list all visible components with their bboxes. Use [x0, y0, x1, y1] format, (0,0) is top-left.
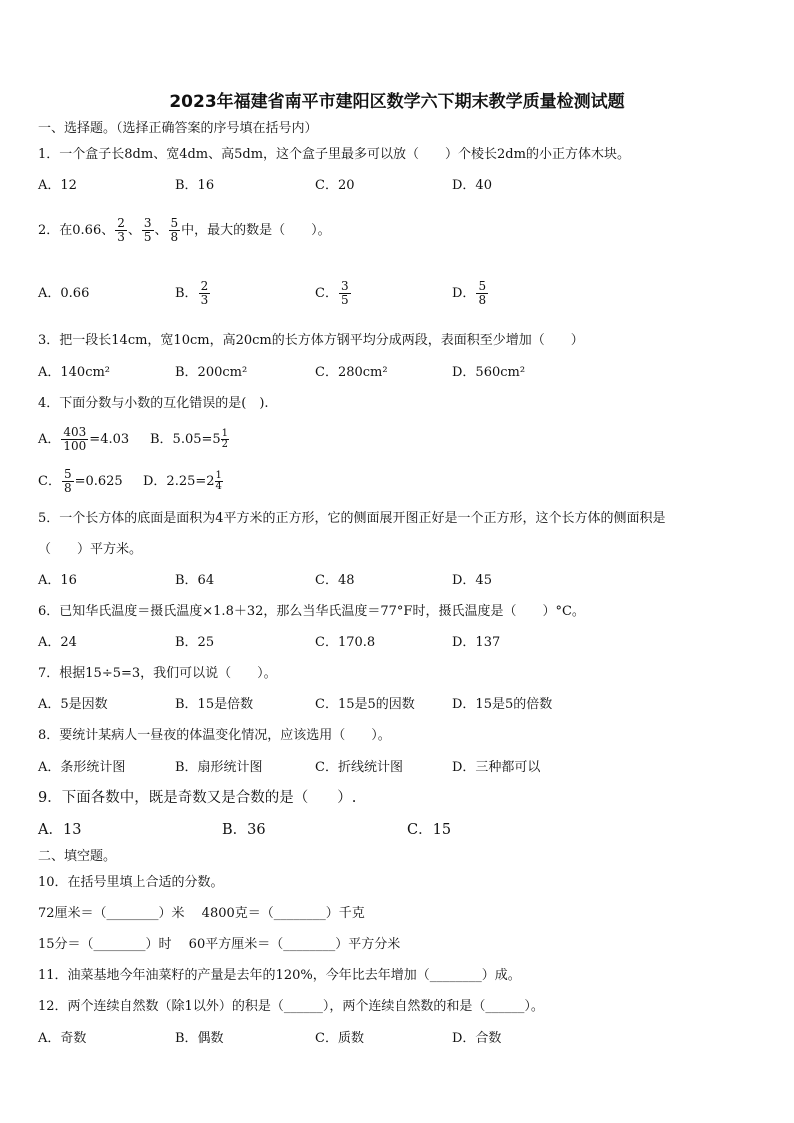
question-5-stem: 5．一个长方体的底面是面积为4平方米的正方形，它的侧面展开图正好是一个正方形，这个长方体的侧面积是: [38, 511, 666, 526]
question-8-stem: 8．要统计某病人一昼夜的体温变化情况，应该选用（ ）。: [38, 728, 391, 743]
q6-option-d: D．137: [452, 635, 501, 650]
denominator: 5: [143, 230, 152, 244]
q8-option-b: B．扇形统计图: [175, 760, 263, 775]
q6-option-a: A．24: [38, 635, 77, 650]
q4-option-d: [143, 465, 223, 499]
q12-option-d: D．合数: [452, 1031, 502, 1046]
option-label: B．: [175, 286, 198, 301]
numerator: 3: [143, 216, 152, 230]
q2-option-a: A．0.66: [38, 286, 90, 301]
option-label: C．: [315, 286, 338, 301]
denominator: 3: [200, 293, 209, 307]
question-10-row-2: 15分＝（________）时 60平方厘米＝（________）平方分米: [38, 937, 401, 952]
page-title: 2023年福建省南平市建阳区数学六下期末教学质量检测试题: [169, 92, 625, 112]
numerator: 5: [63, 467, 72, 481]
q9-option-a: A．13: [38, 822, 82, 838]
q4-option-a-rest: =4.03: [89, 432, 130, 447]
q1-option-a: A．12: [38, 178, 77, 193]
q7-option-d: D．15是5的倍数: [452, 697, 553, 712]
numerator: 2: [200, 279, 209, 293]
q1-option-b: B．16: [175, 178, 215, 193]
q5-option-b: B．64: [175, 573, 215, 588]
section-fill-heading: 二、填空题。: [38, 849, 117, 864]
denominator: 2: [221, 439, 229, 450]
denominator: 5: [340, 293, 349, 307]
q2-fraction-1: [115, 217, 127, 244]
q4-option-c: [38, 465, 123, 499]
q6-option-c: C．170.8: [315, 635, 376, 650]
q7-option-c: C．15是5的因数: [315, 697, 415, 712]
q8-option-c: C．折线统计图: [315, 760, 403, 775]
option-label: C．: [38, 474, 61, 489]
denominator: 3: [117, 230, 125, 244]
numerator: 2: [117, 216, 125, 230]
denominator: 8: [63, 481, 72, 495]
q4-option-b: [150, 423, 229, 457]
q5-option-c: C．48: [315, 573, 355, 588]
denominator: 100: [63, 439, 87, 453]
question-6-stem: 6．已知华氏温度＝摄氏温度×1.8＋32，那么当华氏温度＝77°F时，摄氏温度是（ ）°C。: [38, 604, 585, 619]
q12-option-b: B．偶数: [175, 1031, 224, 1046]
q1-option-c: C．20: [315, 178, 355, 193]
q2-suffix: 中，最大的数是（ ）。: [181, 223, 331, 238]
question-5-stem-continued: （ ）平方米。: [38, 542, 143, 557]
q3-option-d: D．560cm²: [452, 365, 526, 380]
numerator: 1: [215, 470, 222, 481]
q2-option-d: [452, 277, 489, 311]
q2-option-c-fraction: [339, 280, 351, 307]
q2-prefix: 2．在0.66、: [38, 223, 115, 238]
question-10-row-1: 72厘米＝（________）米 4800克＝（________）千克: [38, 906, 365, 921]
q4-option-d-text: D．2.25=2: [143, 474, 215, 489]
question-10-stem: 10．在括号里填上合适的分数。: [38, 875, 224, 890]
option-label: D．: [452, 286, 476, 301]
question-3-stem: 3．把一段长14cm，宽10cm，高20cm的长方体方钢平均分成两段，表面积至少增加（ ）: [38, 333, 584, 348]
question-7-stem: 7．根据15÷5=3，我们可以说（ ）。: [38, 666, 277, 681]
numerator: 5: [170, 216, 179, 230]
section-choice-heading: 一、选择题。（选择正确答案的序号填在括号内）: [38, 121, 318, 136]
q2-option-c: [315, 277, 352, 311]
q6-option-b: B．25: [175, 635, 215, 650]
q2-fraction-3: [169, 217, 181, 244]
q3-option-b: B．200cm²: [175, 365, 248, 380]
q2-separator: 、: [154, 223, 168, 238]
question-9-stem: 9．下面各数中，既是奇数又是合数的是（ ）.: [38, 790, 357, 806]
denominator: 8: [478, 293, 487, 307]
numerator: 3: [340, 279, 349, 293]
question-4-stem: 4．下面分数与小数的互化错误的是( ).: [38, 396, 269, 411]
q3-option-a: A．140cm²: [38, 365, 111, 380]
q7-option-a: A．5是因数: [38, 697, 108, 712]
q4-option-c-fraction: [62, 468, 74, 495]
numerator: 1: [221, 428, 229, 439]
question-2-stem: [38, 214, 331, 248]
q1-option-d: D．40: [452, 178, 492, 193]
q4-option-b-fraction: [221, 429, 229, 450]
q8-option-d: D．三种都可以: [452, 760, 541, 775]
numerator: 403: [63, 425, 87, 439]
numerator: 5: [478, 279, 487, 293]
question-12-stem: 12．两个连续自然数（除1以外）的积是（______），两个连续自然数的和是（______）。: [38, 999, 544, 1014]
q2-fraction-2: [142, 217, 154, 244]
question-1-stem: 1．一个盒子长8dm、宽4dm、高5dm，这个盒子里最多可以放（ ）个棱长2dm的小正方体木块。: [38, 147, 630, 162]
q4-option-b-text: B．5.05=5: [150, 432, 221, 447]
q9-option-b: B．36: [222, 822, 266, 838]
q4-option-d-fraction: [215, 471, 223, 492]
q2-option-b-fraction: [199, 280, 211, 307]
q9-option-c: C．15: [407, 822, 452, 838]
q3-option-c: C．280cm²: [315, 365, 388, 380]
q4-option-a: [38, 423, 129, 457]
q2-option-d-fraction: [476, 280, 488, 307]
option-label: A．: [38, 432, 61, 447]
denominator: 4: [215, 481, 222, 492]
question-11-stem: 11．油菜基地今年油菜籽的产量是去年的120%，今年比去年增加（________）成。: [38, 968, 521, 983]
q5-option-d: D．45: [452, 573, 492, 588]
q4-option-a-fraction: [61, 426, 88, 453]
q2-separator: 、: [127, 223, 141, 238]
q2-option-b: [175, 277, 211, 311]
q8-option-a: A．条形统计图: [38, 760, 126, 775]
q12-option-a: A．奇数: [38, 1031, 87, 1046]
denominator: 8: [170, 230, 179, 244]
q7-option-b: B．15是倍数: [175, 697, 254, 712]
q4-option-c-rest: =0.625: [74, 474, 123, 489]
q12-option-c: C．质数: [315, 1031, 364, 1046]
q5-option-a: A．16: [38, 573, 77, 588]
